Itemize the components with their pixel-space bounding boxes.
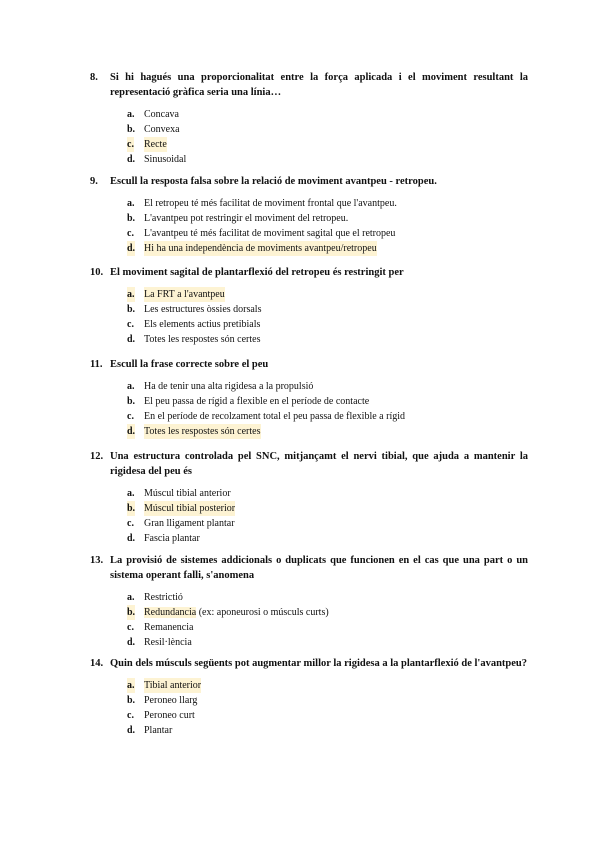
option-a [0, 590, 600, 605]
option-letter: d. [127, 426, 136, 437]
option-letter: a. [127, 592, 135, 603]
options-list [0, 486, 600, 546]
option-letter: c. [127, 710, 134, 721]
option-text: Múscul tibial anterior [144, 488, 231, 499]
option-letter: a. [127, 488, 135, 499]
option-text-highlighted: Redundancia [144, 607, 197, 618]
option-c [0, 708, 600, 723]
option-letter: a. [127, 289, 135, 300]
option-b [0, 122, 600, 137]
option-letter: d. [127, 154, 136, 165]
question-10 [0, 265, 600, 347]
option-letter: d. [127, 533, 136, 544]
option-letter: c. [127, 622, 134, 633]
option-b [0, 605, 600, 620]
option-b [0, 302, 600, 317]
option-letter: b. [127, 607, 136, 618]
question-14 [0, 656, 600, 738]
question-text: Quin dels músculs següents pot augmentar millor la rigidesa a la plantarflexió de l'avantpeu? [110, 658, 528, 669]
option-letter: b. [127, 396, 136, 407]
option-a [0, 107, 600, 122]
option-letter: d. [127, 725, 136, 736]
option-c [0, 409, 600, 424]
option-d [0, 332, 600, 347]
option-letter: c. [127, 518, 134, 529]
option-text: El peu passa de rígid a flexible en el període de contacte [144, 396, 370, 407]
option-text: Sinusoidal [144, 154, 187, 165]
option-letter: b. [127, 124, 136, 135]
options-list [0, 678, 600, 738]
option-text-highlighted: Recte [144, 139, 167, 150]
option-letter: d. [127, 243, 136, 254]
option-d [0, 241, 600, 256]
option-letter: a. [127, 109, 135, 120]
option-letter: a. [127, 381, 135, 392]
option-a [0, 379, 600, 394]
question-text: El moviment sagital de plantarflexió del retropeu és restringit per [110, 267, 404, 278]
question-number: 13. [90, 555, 104, 566]
option-text: Resil·lència [144, 637, 192, 648]
option-letter: a. [127, 198, 135, 209]
question-12 [0, 449, 600, 546]
question-number: 8. [90, 72, 98, 83]
question-number: 14. [90, 658, 104, 669]
option-text-highlighted: Tibial anterior [144, 680, 202, 691]
option-text: Convexa [144, 124, 180, 135]
options-list [0, 379, 600, 439]
question-13 [0, 553, 600, 650]
option-text: Peroneo curt [144, 710, 195, 721]
option-text: Totes les respostes són certes [144, 334, 261, 345]
option-text: Fascia plantar [144, 533, 200, 544]
option-d [0, 531, 600, 546]
option-letter: c. [127, 411, 134, 422]
options-list [0, 590, 600, 650]
option-letter: c. [127, 139, 134, 150]
option-text: L'avantpeu pot restringir el moviment del retropeu. [144, 213, 349, 224]
option-text-highlighted: Múscul tibial posterior [144, 503, 236, 514]
option-text: Gran lligament plantar [144, 518, 235, 529]
question-number: 11. [90, 359, 103, 370]
option-c [0, 516, 600, 531]
option-letter: a. [127, 680, 135, 691]
option-d [0, 152, 600, 167]
option-letter: b. [127, 304, 136, 315]
option-a [0, 287, 600, 302]
question-8 [0, 70, 600, 167]
question-number: 9. [90, 176, 98, 187]
question-11 [0, 357, 600, 439]
option-text: Els elements actius pretibials [144, 319, 261, 330]
option-a [0, 486, 600, 501]
option-text: Les estructures òssies dorsals [144, 304, 262, 315]
question-text: Escull la frase correcte sobre el peu [110, 359, 269, 370]
question-number: 10. [90, 267, 104, 278]
option-b [0, 211, 600, 226]
option-c [0, 317, 600, 332]
option-note: (ex: aponeurosi o músculs curts) [196, 607, 329, 618]
question-9 [0, 174, 600, 256]
option-b [0, 693, 600, 708]
option-text: L'avantpeu té més facilitat de moviment sagital que el retropeu [144, 228, 396, 239]
option-d [0, 723, 600, 738]
option-d [0, 635, 600, 650]
option-c [0, 226, 600, 241]
option-text-highlighted: Totes les respostes són certes [144, 426, 261, 437]
option-c [0, 620, 600, 635]
options-list [0, 107, 600, 167]
question-text: Una estructura controlada pel SNC, mitjançamt el nervi tibial, que ajuda a mantenir la rigidesa del peu és [110, 451, 528, 477]
option-text: En el període de recolzament total el peu passa de flexible a rígid [144, 411, 406, 422]
question-text: Escull la resposta falsa sobre la relació de moviment avantpeu - retropeu. [110, 176, 437, 187]
option-a [0, 678, 600, 693]
option-text: El retropeu té més facilitat de moviment frontal que l'avantpeu. [144, 198, 397, 209]
question-number: 12. [90, 451, 104, 462]
option-b [0, 501, 600, 516]
option-text: Plantar [144, 725, 173, 736]
options-list [0, 287, 600, 347]
option-text: Remanencia [144, 622, 194, 633]
option-a [0, 196, 600, 211]
options-list [0, 196, 600, 256]
option-letter: d. [127, 334, 136, 345]
option-letter: b. [127, 695, 136, 706]
option-b [0, 394, 600, 409]
option-letter: b. [127, 213, 136, 224]
option-text-highlighted: La FRT a l'avantpeu [144, 289, 225, 300]
option-letter: b. [127, 503, 136, 514]
option-text: Restrictió [144, 592, 183, 603]
option-text: Concava [144, 109, 179, 120]
option-letter: c. [127, 319, 134, 330]
option-c [0, 137, 600, 152]
question-text: Si hi hagués una proporcionalitat entre la força aplicada i el moviment resultant la representació gràfica seria una línia… [110, 72, 528, 98]
option-letter: c. [127, 228, 134, 239]
option-d [0, 424, 600, 439]
option-text-highlighted: Hi ha una independència de moviments avantpeu/retropeu [144, 243, 377, 254]
option-text: Peroneo llarg [144, 695, 198, 706]
question-text: La provisió de sistemes addicionals o duplicats que funcionen en el cas que una part o un sistema operant falli, s'anomena [110, 555, 528, 581]
option-text: Ha de tenir una alta rigidesa a la propulsió [144, 381, 314, 392]
option-letter: d. [127, 637, 136, 648]
